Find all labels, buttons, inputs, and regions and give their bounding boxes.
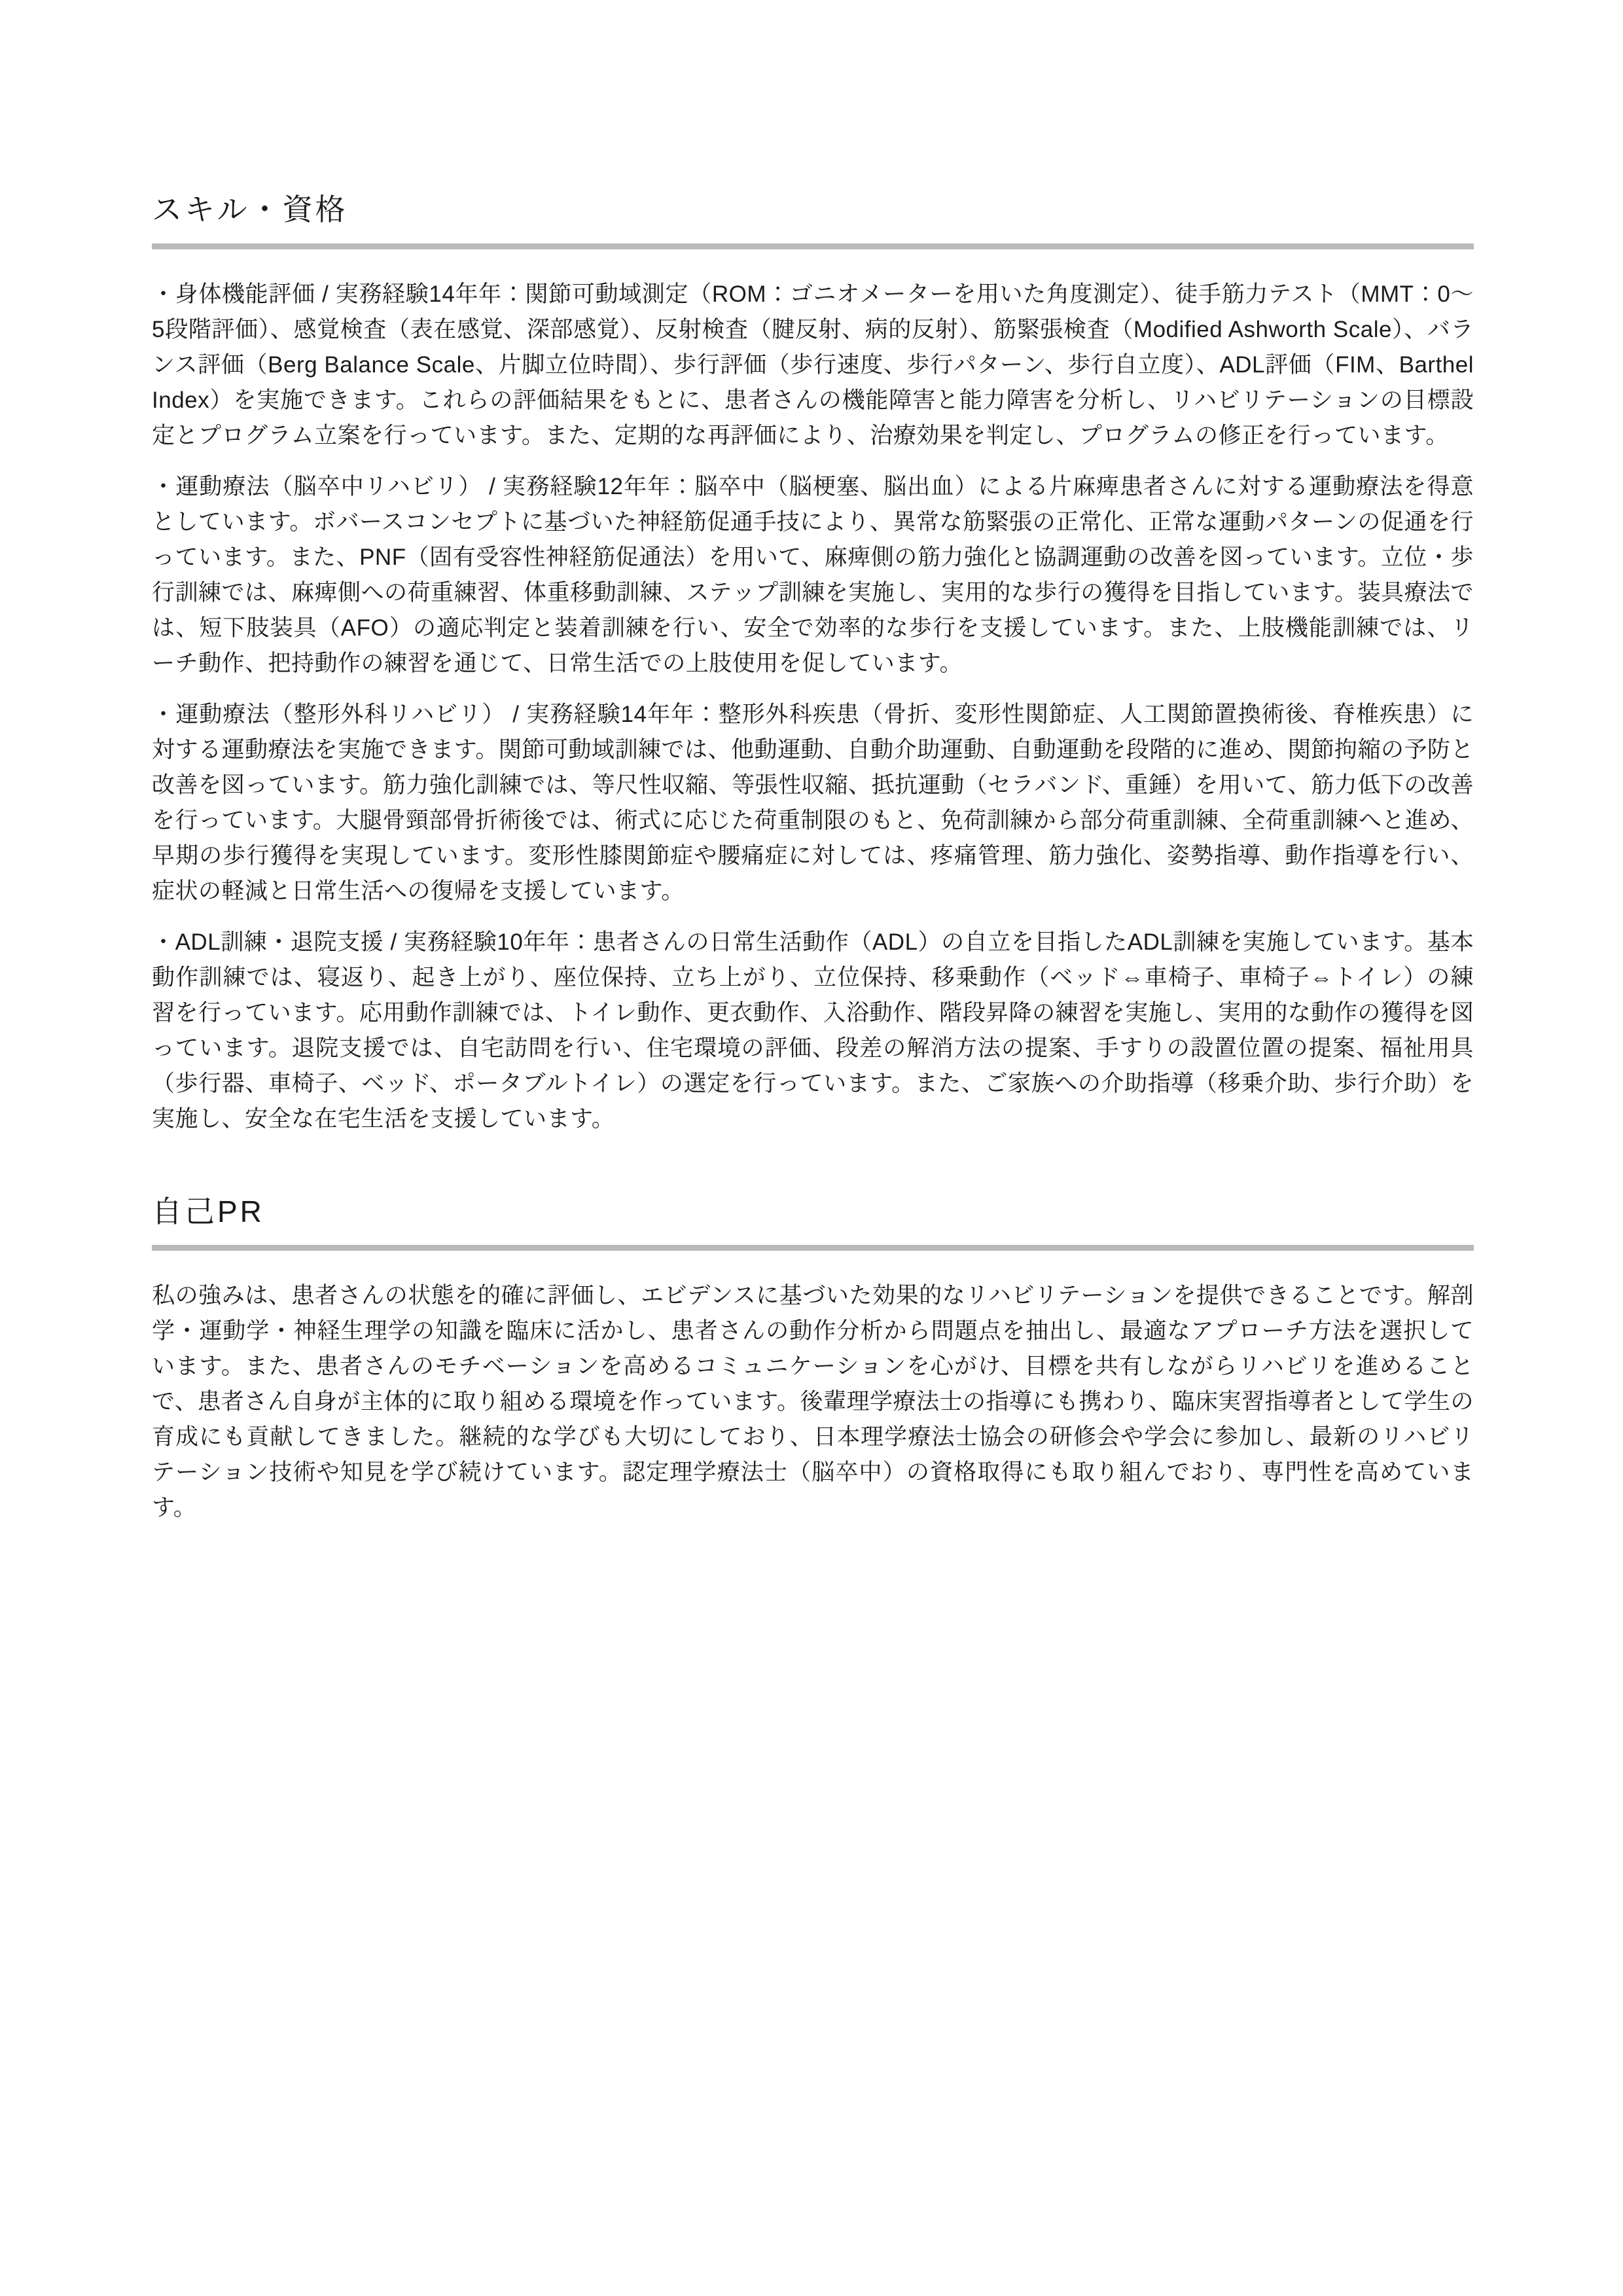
skills-section-heading: スキル・資格 [152,191,1474,249]
self-pr-paragraph: 私の強みは、患者さんの状態を的確に評価し、エビデンスに基づいた効果的なリハビリテーションを提供できることです。解剖学・運動学・神経生理学の知識を臨床に活かし、患者さんの動作分析から問題点を抽出し、最適なアプローチ方法を選択しています。また、患者さんのモチベーションを高めるコミュニケーションを心がけ、目標を共有しながらリハビリを進めることで、患者さん自身が主体的に取り組める環境を作っています。後輩理学療法士の指導にも携わり、臨床実習指導者として学生の育成にも貢献してきました。継続的な学びも大切にしており、日本理学療法士協会の研修会や学会に参加し、最新のリハビリテーション技術や知見を学び続けています。認定理学療法士（脳卒中）の資格取得にも取り組んでおり、専門性を高めています。 [152,1283,1474,1520]
self-pr-section-heading: 自己PR [152,1193,1474,1251]
skill-item-adl-training-discharge-support: ・ADL訓練・退院支援 / 実務経験10年年：患者さんの日常生活動作（ADL）の自立を目指したADL訓練を実施しています。基本動作訓練では、寝返り、起き上がり、座位保持、立ち上がり、立位保持、移乗動作（ベッド⇔車椅子、車椅子⇔トイレ）の練習を行っています。応用動作訓練では、トイレ動作、更衣動作、入浴動作、階段昇降の練習を実施し、実用的な動作の獲得を図っています。退院支援では、自宅訪問を行い、住宅環境の評価、段差の解消方法の提案、手すりの設置位置の提案、福祉用具（歩行器、車椅子、ベッド、ポータブルトイレ）の選定を行っています。また、ご家族への介助指導（移乗介助、歩行介助）を実施し、安全な在宅生活を支援しています。 [152,929,1474,1132]
skill-item-stroke-rehab-exercise-therapy: ・運動療法（脳卒中リハビリ） / 実務経験12年年：脳卒中（脳梗塞、脳出血）による片麻痺患者さんに対する運動療法を得意としています。ボバースコンセプトに基づいた神経筋促通手技により、異常な筋緊張の正常化、正常な運動パターンの促通を行っています。また、PNF（固有受容性神経筋促通法）を用いて、麻痺側の筋力強化と協調運動の改善を図っています。立位・歩行訓練では、麻痺側への荷重練習、体重移動訓練、ステップ訓練を実施し、実用的な歩行の獲得を目指しています。装具療法では、短下肢装具（AFO）の適応判定と装着訓練を行い、安全で効率的な歩行を支援しています。また、上肢機能訓練では、リーチ動作、把持動作の練習を通じて、日常生活での上肢使用を促しています。 [152,473,1474,676]
section-skills-qualifications [152,191,1474,1137]
skill-item-orthopedic-rehab-exercise-therapy: ・運動療法（整形外科リハビリ） / 実務経験14年年：整形外科疾患（骨折、変形性関節症、人工関節置換術後、脊椎疾患）に対する運動療法を実施できます。関節可動域訓練では、他動運動、自動介助運動、自動運動を段階的に進め、関節拘縮の予防と改善を図っています。筋力強化訓練では、等尺性収縮、等張性収縮、抵抗運動（セラバンド、重錘）を用いて、筋力低下の改善を行っています。大腿骨頸部骨折術後では、術式に応じた荷重制限のもと、免荷訓練から部分荷重訓練、全荷重訓練へと進め、早期の歩行獲得を実現しています。変形性膝関節症や腰痛症に対しては、疼痛管理、筋力強化、姿勢指導、動作指導を行い、症状の軽減と日常生活への復帰を支援しています。 [152,701,1474,904]
section-self-pr [152,1193,1474,1526]
skill-item-physical-function-evaluation: ・身体機能評価 / 実務経験14年年：関節可動域測定（ROM：ゴニオメーターを用いた角度測定）、徒手筋力テスト（MMT：0〜5段階評価）、感覚検査（表在感覚、深部感覚）、反射検査（腱反射、病的反射）、筋緊張検査（Modified Ashworth Scale）、バランス評価（Berg Balance Scale、片脚立位時間）、歩行評価（歩行速度、歩行パターン、歩行自立度）、ADL評価（FIM、Barthel Index）を実施できます。これらの評価結果をもとに、患者さんの機能障害と能力障害を分析し、リハビリテーションの目標設定とプログラム立案を行っています。また、定期的な再評価により、治療効果を判定し、プログラムの修正を行っています。 [152,281,1474,448]
